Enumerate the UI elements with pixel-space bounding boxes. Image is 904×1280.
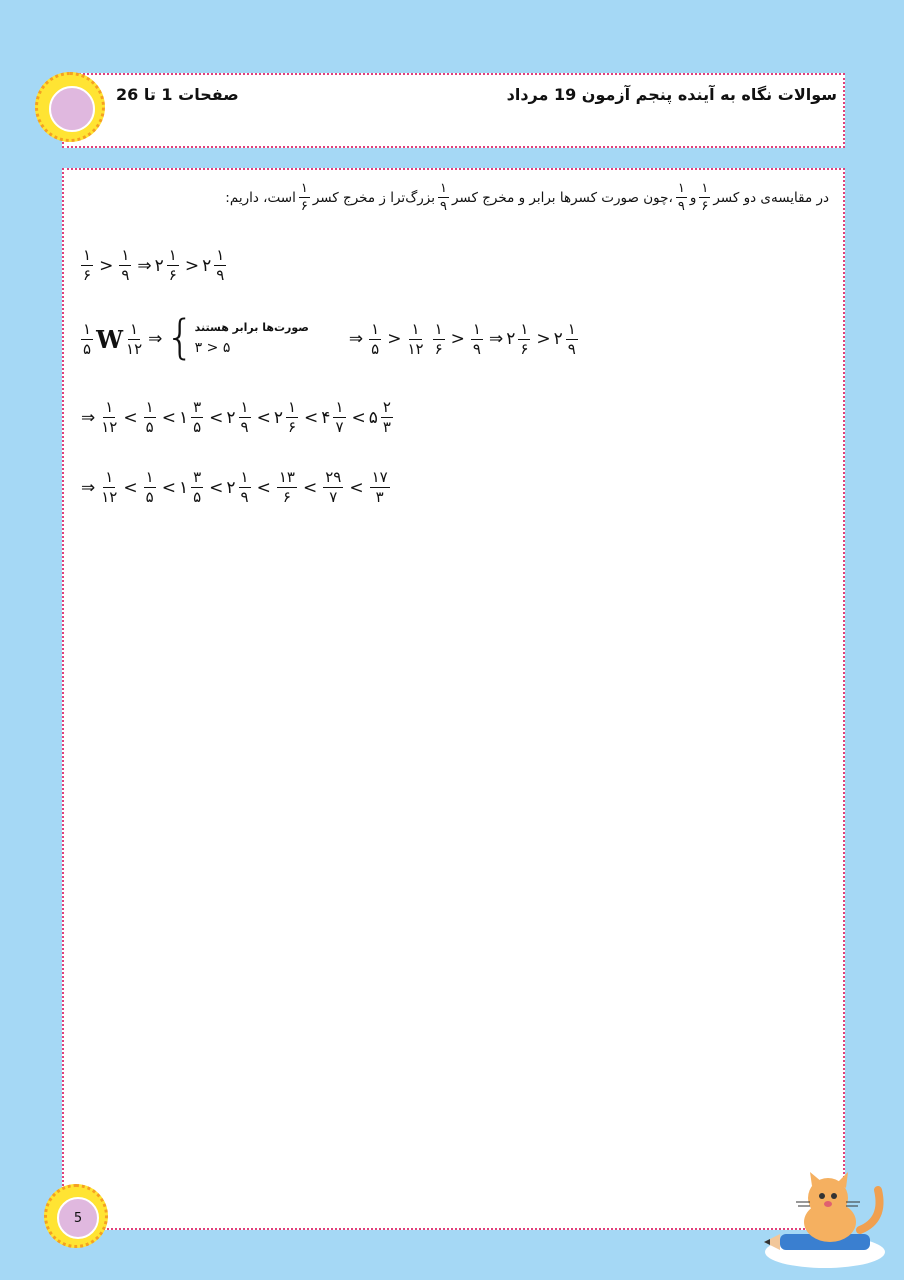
math-line-3: ⇒ $\frac{۱}{۱۲}$ < $\frac{۱}{۵}$ < ۱ $\frac{۳}{۵}$ < ۲ $\frac{۱}{۹}$ < ۲ $\frac{۱}{۶}$ < ۴ $\frac{۱}{۷}$ < ۵ $\frac{۲}{۳}$: [81, 398, 391, 436]
fraction: $\frac{۱}{۹}$: [440, 181, 447, 214]
page-number-badge: [44, 1184, 108, 1248]
intro-text-2: و: [689, 189, 697, 206]
intro-sentence: [225, 182, 829, 213]
math-line-4: ⇒ $\frac{۱}{۱۲}$ < $\frac{۱}{۵}$ < ۱ $\frac{۳}{۵}$ < ۲ $\frac{۱}{۹}$ < $\frac{۱۳}{۶}$ < $\frac{۲۹}{۷}$ < $\frac{۱۷}{۳}$: [81, 468, 388, 506]
math-line-1: $\frac{۱}{۶}$ > $\frac{۱}{۹}$ ⇒ ۲ $\frac{۱}{۶}$ > ۲ $\frac{۱}{۹}$: [83, 246, 225, 284]
content-panel: [62, 168, 845, 1230]
page-number: 5: [57, 1197, 99, 1239]
fraction: $\frac{۱}{۶}$: [701, 181, 709, 214]
intro-text-4: بزرگ‌ترا ز مخرج کسر: [312, 189, 435, 206]
intro-text-5: است، داریم:: [225, 189, 296, 206]
header-title: سوالات نگاه به آینده پنجم آزمون 19 مرداد: [506, 85, 837, 104]
header-panel: [62, 73, 845, 148]
intro-text-1: در مقایسه‌ی دو کسر: [713, 189, 829, 206]
fraction: $\frac{۱}{۹}$: [677, 181, 685, 214]
cases-brace: { صورت‌ها برابر هستند ۳ > ۵: [165, 310, 309, 364]
header-pages: صفحات 1 تا 26: [116, 85, 239, 104]
intro-text-3: ،چون صورت کسرها برابر و مخرج کسر: [451, 189, 673, 206]
cat-pencil-illustration: [760, 1170, 890, 1270]
math-line-2: $\frac{۱}{۵}$ W $\frac{۱}{۱۲}$ ⇒ { صورت‌ها برابر هستند ۳ > ۵ ⇒ $\frac{۱}{۵}$ > $\frac{۱}{۱۲}$ $\frac{۱}{۶}$ > $\frac{۱}{۹}$ ⇒ ۲ $\frac{۱}{۶}$ > ۲ $\frac{۱}{۹}$: [83, 310, 576, 364]
fraction: $\frac{۱}{۶}$: [300, 181, 308, 214]
sun-decoration-top: [35, 72, 105, 142]
